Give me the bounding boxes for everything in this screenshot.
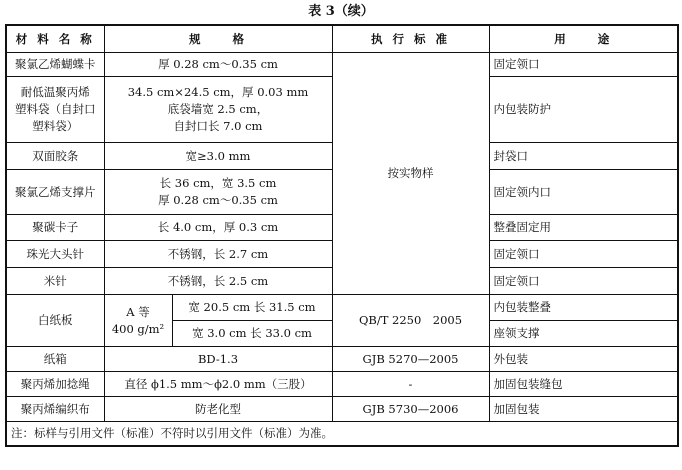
material-use: 固定领内口	[489, 170, 678, 215]
material-spec: 长 4.0 cm，厚 0.3 cm	[104, 215, 332, 241]
materials-table	[5, 24, 679, 447]
material-use: 固定领口	[489, 241, 678, 268]
material-spec: 不锈钢，长 2.7 cm	[104, 241, 332, 268]
board-standard: QB/T 2250 2005	[332, 295, 489, 347]
material-name: 米针	[6, 268, 104, 295]
material-spec: 不锈钢，长 2.5 cm	[104, 268, 332, 295]
material-spec: BD-1.3	[104, 347, 332, 372]
material-use: 加固包装缝包	[489, 372, 678, 397]
table-note: 注：标样与引用文件（标准）不符时以引用文件（标准）为准。	[6, 422, 678, 446]
table-row	[6, 372, 678, 397]
material-standard: -	[332, 372, 489, 397]
material-standard: GJB 5270—2005	[332, 347, 489, 372]
material-spec: 长 36 cm，宽 3.5 cm 厚 0.28 cm～0.35 cm	[104, 170, 332, 215]
header-use: 用 途	[489, 25, 678, 53]
board-use-1: 内包装整叠	[489, 295, 678, 321]
board-spec-2: 宽 3.0 cm 长 33.0 cm	[172, 321, 332, 347]
board-grade: A 等 400 g/m²	[104, 295, 172, 347]
material-name: 聚氯乙烯蝴蝶卡	[6, 53, 104, 77]
header-standard: 执 行 标 准	[332, 25, 489, 53]
table-row	[6, 53, 678, 77]
header-material: 材 料 名 称	[6, 25, 104, 53]
material-use: 内包装防护	[489, 77, 678, 143]
material-name: 聚丙烯编织布	[6, 397, 104, 422]
header-spec: 规 格	[104, 25, 332, 53]
material-name: 耐低温聚丙烯 塑料袋（自封口 塑料袋）	[6, 77, 104, 143]
table-row	[6, 347, 678, 372]
material-spec: 34.5 cm×24.5 cm，厚 0.03 mm 底袋墙宽 2.5 cm， 自封口长 7.0 cm	[104, 77, 332, 143]
table-row	[6, 397, 678, 422]
material-spec: 防老化型	[104, 397, 332, 422]
material-use: 外包装	[489, 347, 678, 372]
material-name: 聚丙烯加捻绳	[6, 372, 104, 397]
board-spec-1: 宽 20.5 cm 长 31.5 cm	[172, 295, 332, 321]
material-name: 珠光大头针	[6, 241, 104, 268]
header-row	[6, 25, 678, 53]
table-row	[6, 295, 678, 321]
material-spec: 宽≥3.0 mm	[104, 143, 332, 170]
material-name: 双面胶条	[6, 143, 104, 170]
material-use: 固定领口	[489, 268, 678, 295]
material-name: 聚氯乙烯支撑片	[6, 170, 104, 215]
board-name: 白纸板	[6, 295, 104, 347]
board-use-2: 座领支撑	[489, 321, 678, 347]
material-name: 纸箱	[6, 347, 104, 372]
note-row	[6, 422, 678, 446]
material-use: 封袋口	[489, 143, 678, 170]
material-spec: 厚 0.28 cm～0.35 cm	[104, 53, 332, 77]
material-use: 整叠固定用	[489, 215, 678, 241]
standard-merged: 按实物样	[332, 53, 489, 295]
material-name: 聚碳卡子	[6, 215, 104, 241]
table-caption: 表 3（续）	[308, 4, 374, 19]
material-standard: GJB 5730—2006	[332, 397, 489, 422]
material-use: 固定领口	[489, 53, 678, 77]
material-spec: 直径 ϕ1.5 mm～ϕ2.0 mm（三股）	[104, 372, 332, 397]
material-use: 加固包装	[489, 397, 678, 422]
